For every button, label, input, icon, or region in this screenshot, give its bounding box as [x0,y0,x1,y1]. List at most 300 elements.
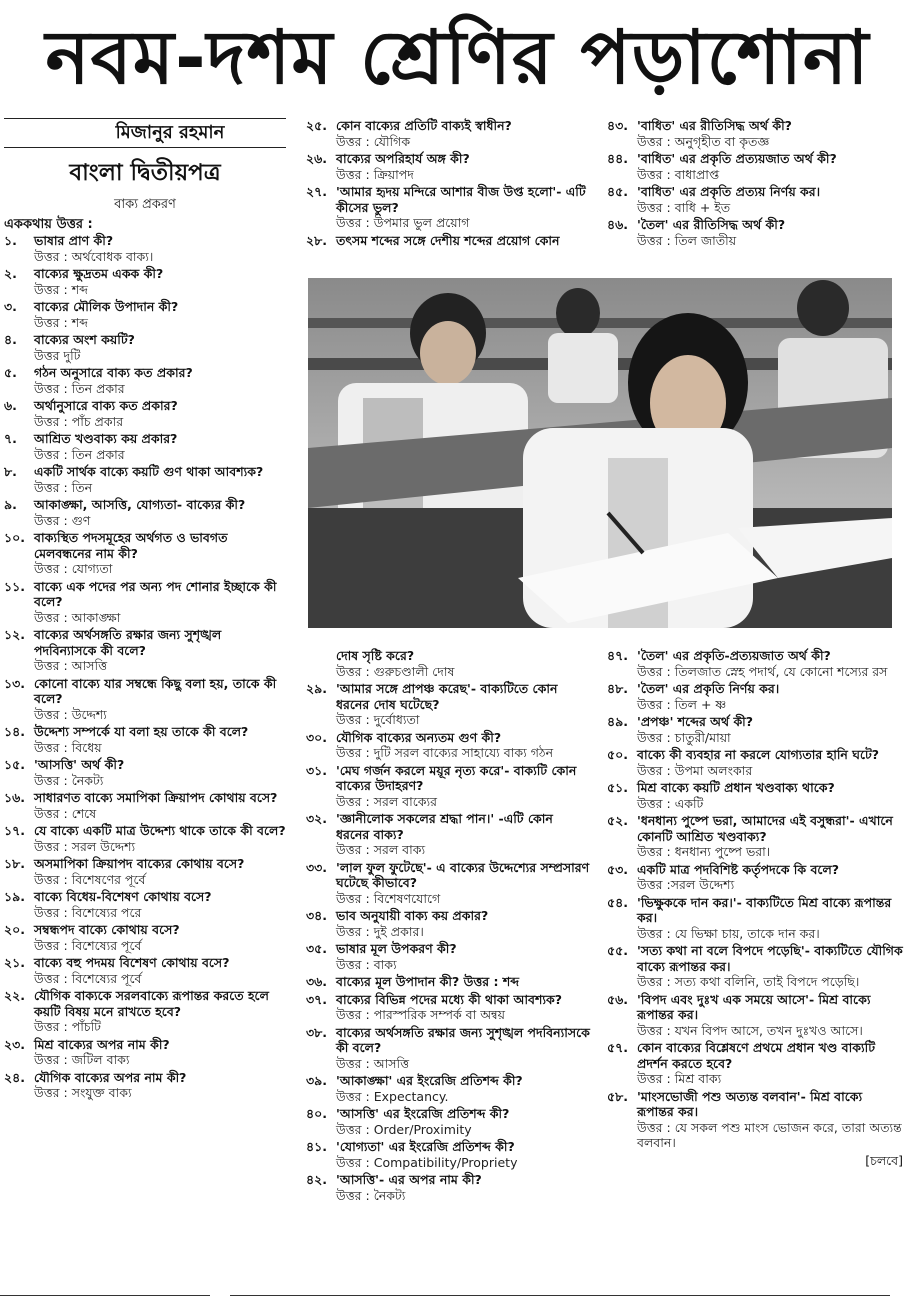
question-text: 'আমার সঙ্গে প্রাপঞ্চ করেছ'- বাক্যটিতে কোন ধরনের দোষ ঘটেছে? [336,681,558,712]
question [607,747,903,763]
question [4,790,286,806]
answer: উত্তর : আসত্তি [34,658,108,673]
answer: উত্তর : যোগ্যতা [34,561,113,576]
question [4,497,286,513]
qa-item [4,266,286,297]
question-text: 'বাধিত' এর প্রকৃতি প্রত্যয় নির্ণয় কর। [637,184,821,199]
answer: উত্তর : জটিল বাক্য [34,1052,130,1067]
question-number: ১৫. [4,757,25,772]
question-number: ১৪. [4,724,25,739]
question [306,1172,590,1188]
question-number: ৪৫. [607,184,628,199]
question-number: ১৬. [4,790,25,805]
divider [4,147,286,148]
question [306,1073,590,1089]
question-number: ১৯. [4,889,25,904]
question [306,118,590,134]
question-text: বাক্যের মূল উপাদান কী? উত্তর : শব্দ [336,974,520,989]
answer: উত্তর : বাধি + ইত [637,199,731,215]
question-number: ৫৪. [607,894,628,910]
answer: উত্তর : তিন প্রকার [34,380,125,396]
question-text: 'ভিক্ষুককে দান কর।'- বাক্যটিতে মিশ্র বাক্যে রূপান্তর কর। [637,894,892,925]
qa-item [607,813,903,860]
qa-item [306,908,590,939]
qa-item [4,497,286,528]
answer: উত্তর : শব্দ [34,314,88,330]
qa-list [306,118,590,248]
answer: উত্তর : সরল বাক্য [336,842,426,857]
qa-item [4,1037,286,1068]
question [607,1040,903,1071]
question-text: বাক্যের অপরিহার্য অঙ্গ কী? [336,151,470,166]
question-number: ২২. [4,988,26,1003]
question-text: 'তৈল' এর প্রকৃতি নির্ণয় কর। [637,681,780,696]
question-text: অসমাপিকা ক্রিয়াপদ বাক্যের কোথায় বসে? [34,856,245,871]
question-number: ৪২. [306,1172,327,1187]
qa-item [4,627,286,674]
question-number: ১০. [4,530,25,545]
question-text: বাক্যের বিভিন্ন পদের মধ্যে কী থাকা আবশ্যক? [336,991,563,1007]
qa-item [306,811,590,858]
qa-item [607,714,903,745]
question [306,151,590,167]
question-number: ৫০. [607,747,628,762]
question [607,217,903,233]
question-text: বাক্যের ক্ষুদ্রতম একক কী? [34,266,164,281]
answer: উত্তর : Order/Proximity [336,1121,472,1137]
question-text: একটি মাত্র পদবিশিষ্ট কর্তৃপদকে কি বলে? [637,861,840,877]
question-text: 'তৈল' এর প্রকৃতি-প্রত্যয়জাত অর্থ কী? [637,648,831,663]
question-number: ২৫. [306,118,327,133]
question-number: ৩৩. [306,859,328,875]
question-text: কোন বাক্যের বিশ্লেষণে প্রথমে প্রধান খণ্ড বাক্যটি প্রদর্শন করতে হবে? [637,1040,876,1071]
question-text: যে বাক্যে একটি মাত্র উদ্দেশ্য থাকে তাকে কী বলে? [34,823,286,838]
question-number: ৫১. [607,780,628,795]
question-text: বাক্যের অংশ কয়টি? [34,332,135,347]
answer: উত্তর : যে ভিক্ষা চায়, তাকে দান কর। [637,925,820,941]
question-text: বাক্যে কী ব্যবহার না করলে যোগ্যতার হানি ঘটে? [637,747,880,762]
question-text: 'বাধিত' এর রীতিসিদ্ধ অর্থ কী? [637,118,792,133]
question [4,398,286,414]
qa-item [4,398,286,429]
continued-note: [চলবে] [865,1152,903,1168]
answer: উত্তর : তিন [34,479,93,495]
question [4,856,286,872]
question-text: ভাষার প্রাণ কী? [34,233,114,248]
question-number: ২৮. [306,232,327,248]
question-number: ৪৯. [607,714,628,729]
question [4,233,286,249]
question-number: ৫৫. [607,943,628,958]
question [306,908,590,924]
question-number: ৪৩. [607,118,628,133]
answer: উত্তর : অনুগৃহীত বা কৃতজ্ঞ [637,133,770,149]
question [4,464,286,480]
question-text: বাক্যের অর্থসঙ্গতি রক্ষার জন্য সুশৃঙ্খল পদবিন্যাসকে কী বলে? [336,1024,590,1055]
question-number: ১৭. [4,823,25,838]
qa-item [306,992,590,1023]
question [4,530,286,561]
question [306,941,590,957]
question-text: 'আসত্তি' এর ইংরেজি প্রতিশব্দ কী? [336,1106,510,1121]
question [607,895,903,926]
question [306,233,590,249]
question-text: 'যোগ্যতা' এর ইংরেজি প্রতিশব্দ কী? [336,1139,515,1154]
question-text: 'মাংসভোজী পশু অত্যন্ত বলবান'- মিশ্র বাক্যে রূপান্তর কর। [637,1088,863,1119]
question-number: ২৭. [306,184,328,199]
qa-item [4,676,286,723]
exam-photo [308,278,892,628]
question [607,992,903,1023]
answer: উত্তর : বিশেষ্যের পরে [34,904,142,920]
question-text: 'বিপদ এবং দুঃখ এক সময়ে আসে'- মিশ্র বাক্যে রূপান্তর কর। [637,991,871,1022]
question-text: তৎসম শব্দের সঙ্গে দেশীয় শব্দের প্রয়োগ কোন [336,232,560,248]
question [4,1070,286,1086]
question [306,1025,590,1056]
question [607,714,903,730]
qa-item [4,856,286,887]
question-number: ৬. [4,398,17,413]
question-number: ৪৪. [607,151,628,166]
answer: উত্তর : তিল জাতীয় [637,232,737,248]
question [607,151,903,167]
question-number: ৩৮. [306,1024,327,1040]
topic-heading: বাক্য প্রকরণ [114,197,176,212]
question [607,118,903,134]
question-text: 'আসত্তি'- এর অপর নাম কী? [336,1172,482,1187]
answer: উত্তর : শব্দ [34,281,88,297]
question-number: ৪৬. [607,217,628,232]
qa-item [607,118,903,149]
answer: উত্তর : বিশেষণের পূর্বে [34,871,146,887]
question-text: বাক্যে বহু পদময় বিশেষণ কোথায় বসে? [34,955,230,970]
question-number: ৪১. [306,1139,327,1154]
qa-item [306,681,590,728]
question-text: একটি সার্থক বাক্যে কয়টি গুণ থাকা আবশ্যক? [34,464,264,479]
answer: উত্তর : বাক্য [336,956,397,972]
question [306,974,590,990]
qa-item [306,1106,590,1137]
answer: উত্তর : তিন প্রকার [34,446,125,462]
answer: উত্তর : তিলজাত স্নেহ পদার্থ, যে কোনো শস্যের রস [637,663,888,679]
qa-item [306,730,590,761]
question-text: কোন বাক্যের প্রতিটি বাক্যই স্বাধীন? [336,118,512,133]
qa-item [4,988,286,1035]
question-number: ২১. [4,955,25,970]
question [4,955,286,971]
question [4,266,286,282]
question-number: ৫৩. [607,861,628,877]
answer: উত্তর : বাধাপ্রাপ্ত [637,166,720,182]
question-number: ১. [4,233,17,248]
question-number: ২. [4,266,17,281]
column-3-top [607,118,903,250]
answer: উত্তর : পাঁচ প্রকার [34,413,124,429]
question-number: ৩৪. [306,908,327,923]
question-number: ৪. [4,332,17,347]
question-number: ১৮. [4,856,25,871]
qa-continuation [306,648,590,679]
question [306,184,590,215]
question-text: 'জ্ঞানীলোক সকলের শ্রদ্ধা পান।' -এটি কোন ধরনের বাক্য? [336,811,553,842]
answer: উত্তর : সরল উদ্দেশ্য [34,838,136,854]
answer: উত্তর : গুণ [34,512,91,528]
answer: উত্তর : বিশেষ্যের পূর্বে [34,970,142,986]
qa-item [306,763,590,810]
question-text: গঠন অনুসারে বাক্য কত প্রকার? [34,365,193,380]
qa-item [607,184,903,215]
question-number: ৩. [4,299,17,314]
answer: উত্তর : যৌগিক [336,133,411,149]
question-text: 'প্রপঞ্চ' শব্দের অর্থ কী? [637,714,754,729]
question-number: ২০. [4,922,26,937]
column-3-bottom [607,648,903,1168]
answer: উত্তর : যখন বিপদ আসে, তখন দুঃখও আসে। [637,1022,863,1038]
answer: উত্তর : বিশেষণযোগে [336,890,441,906]
qa-item [4,530,286,577]
answer: উত্তর : আকাঙ্ক্ষা [34,609,121,625]
qa-item [4,299,286,330]
answer: উত্তর : তিল + ষ্ণ [637,696,727,712]
qa-list [4,233,286,1101]
qa-item [306,151,590,182]
qa-item [607,217,903,248]
question-number: ৪০. [306,1106,327,1121]
question [4,889,286,905]
qa-item [607,992,903,1039]
question-text: বাক্যের অর্থসঙ্গতি রক্ষার জন্য সুশৃঙ্খল পদবিন্যাসকে কী বলে? [34,627,222,658]
question-text: বাক্যের মৌলিক উপাদান কী? [34,299,179,314]
answer: উত্তর : বিশেষ্যের পূর্বে [34,937,142,953]
qa-list [607,648,903,1151]
question [607,943,903,974]
qa-item [4,1070,286,1101]
question [607,681,903,697]
masthead-title: নবম-দশম শ্রেণির পড়াশোনা [45,15,870,101]
question [306,1139,590,1155]
question-number: ২৬. [306,151,328,166]
question-number: ২৪. [4,1069,25,1085]
answer: উত্তর : Compatibility/Propriety [336,1154,518,1170]
question-number: ২৩. [4,1036,26,1052]
question-text: ভাষার মূল উপকরণ কী? [336,941,457,956]
answer: উত্তর : মিশ্র বাক্য [637,1071,722,1086]
question-text: 'ধনধান্য পুষ্পে ভরা, আমাদের এই বসুন্ধরা'- এখানে কোনটি আশ্রিত খণ্ডবাক্য? [637,813,893,844]
answer: উত্তর : যে সকল পশু মাংস ভোজন করে, তারা অত্যন্ত বলবান। [637,1119,902,1150]
qa-item [607,895,903,942]
question [4,627,286,658]
answer: উত্তর : সত্য কথা বলিনি, তাই বিপদে পড়েছি। [637,974,860,989]
question-text: 'মেঘ গর্জন করলে ময়ূর নৃত্য করে'- বাক্যটি কোন বাক্যের উদাহরণ? [336,762,577,793]
question-number: ১১. [4,578,25,594]
answer: উত্তর :সরল উদ্দেশ্য [637,877,735,892]
question [306,763,590,794]
question [306,992,590,1008]
question [306,730,590,746]
question-number: ৫৮. [607,1088,628,1104]
column-2-bottom [306,648,590,1205]
question-number: ৯. [4,497,17,512]
qa-item [607,1040,903,1087]
question-text: ভাব অনুযায়ী বাক্য কয় প্রকার? [336,908,489,923]
column-2-top [306,118,590,250]
question-text: যৌগিক বাক্যের অপর নাম কী? [34,1069,187,1085]
question [607,1089,903,1120]
qa-item [306,233,590,249]
answer: উত্তর : শেষে [34,805,97,821]
question-text: 'লাল ফুল ফুটেছে'- এ বাক্যের উদ্দেশ্যের সম্প্রসারণ ঘটেছে কীভাবে? [336,859,590,890]
question-number: ৮. [4,464,17,479]
answer: উত্তর : ক্রিয়াপদ [336,166,414,182]
question-number: ২৯. [306,681,327,696]
qa-list [607,118,903,248]
question-text: মিশ্র বাক্যে কয়টি প্রধান খণ্ডবাক্য থাকে? [637,780,835,795]
qa-item [306,1139,590,1170]
question [4,579,286,610]
answer: উত্তর : দুর্বোধ্যতা [336,712,420,727]
qa-item [4,724,286,755]
question-text: আকাঙ্ক্ষা, আসত্তি, যোগ্যতা- বাক্যের কী? [34,497,246,512]
qa-item [306,1025,590,1072]
question [4,365,286,381]
question-number: ১২. [4,627,25,642]
question-number: ৩০. [306,729,328,745]
answer: উত্তর : Expectancy. [336,1088,449,1104]
question-number: ৭. [4,431,17,446]
qa-item [4,955,286,986]
question-number: ৩৫. [306,941,327,956]
question [4,823,286,839]
question [607,813,903,844]
question [607,184,903,200]
question-text: মিশ্র বাক্যের অপর নাম কী? [34,1036,170,1052]
question-text: বাক্যে এক পদের পর অন্য পদ শোনার ইচ্ছাকে কী বলে? [34,578,277,609]
subject-title: বাংলা দ্বিতীয়পত্র [69,160,221,186]
answer: উত্তর : পাঁচটি [34,1019,101,1034]
answer: উত্তর : একটি [637,795,704,811]
question-text: কোনো বাক্যে যার সম্বন্ধে কিছু বলা হয়, তাকে কী বলে? [34,675,277,706]
qa-list [306,681,590,1203]
question-text: 'তৈল' এর রীতিসিদ্ধ অর্থ কী? [637,217,786,232]
question-text: 'সত্য কথা না বলে বিপদে পড়েছি'- বাক্যটিতে যৌগিক বাক্যে রূপান্তর কর। [637,943,903,974]
question: দোষ সৃষ্টি করে? [336,648,415,663]
qa-item [607,1089,903,1151]
bottom-divider [0,1295,210,1296]
question-number: ৩১. [306,762,327,778]
question-text: উদ্দেশ্য সম্পর্কে যা বলা হয় তাকে কী বলে? [34,724,249,739]
question [4,332,286,348]
answer: উত্তর : উপমা অলংকার [637,762,753,778]
question [4,299,286,315]
question [306,1106,590,1122]
question-text: 'আসত্তি' অর্থ কী? [34,757,125,772]
answer: উত্তর : গুরুচণ্ডালী দোষ [336,663,455,679]
question-text: যৌগিক বাক্যের অন্যতম গুণ কী? [336,729,502,745]
question [306,860,590,891]
qa-item [607,943,903,990]
question-text: অর্থানুসারে বাক্য কত প্রকার? [34,398,178,413]
answer: উত্তর : দুই প্রকার। [336,923,424,939]
qa-item [607,151,903,182]
qa-item [306,118,590,149]
question-text: 'আকাঙ্ক্ষা' এর ইংরেজি প্রতিশব্দ কী? [336,1073,523,1088]
answer: উত্তর : আসত্তি [336,1055,410,1071]
qa-item [4,332,286,363]
question-number: ৩৯. [306,1073,327,1088]
qa-item [4,431,286,462]
qa-item [607,681,903,712]
column-1 [4,118,286,1103]
qa-item [4,889,286,920]
bottom-divider [230,1295,890,1296]
answer: উত্তর : পারস্পরিক সম্পর্ক বা অন্বয় [336,1007,506,1022]
qa-item [607,780,903,811]
qa-item [4,464,286,495]
answer: উত্তর : অর্থবোধক বাক্য। [34,248,154,264]
question-text: সম্বন্ধপদ বাক্যে কোথায় বসে? [34,922,180,937]
question-number: ৫৭. [607,1040,628,1055]
question [306,811,590,842]
section-heading: এককথায় উত্তর : [4,217,93,232]
answer: উত্তর দুটি [34,347,81,363]
qa-item [607,648,903,679]
question [4,676,286,707]
qa-item [4,823,286,854]
qa-item [306,1073,590,1104]
question-text: বাক্যস্থিত পদসমূহের অর্থগত ও ভাবগত মেলবন্ধনের নাম কী? [34,530,228,561]
question [4,1037,286,1053]
question [306,681,590,712]
answer: উত্তর : দুটি সরল বাক্যের সাহায্যে বাক্য গঠন [336,745,554,760]
question [4,922,286,938]
author-name: মিজানুর রহমান [115,122,225,143]
question-text: বাক্যে বিধেয়-বিশেষণ কোথায় বসে? [34,889,212,904]
qa-item [4,579,286,626]
qa-item [607,747,903,778]
question-number: ৫. [4,365,17,380]
question [4,988,286,1019]
answer: উত্তর : ধনধান্য পুষ্পে ভরা। [637,844,771,859]
question-number: ৩৭. [306,991,328,1007]
qa-item [4,365,286,396]
qa-item [4,790,286,821]
question [4,431,286,447]
answer: উত্তর : নৈকট্য [34,772,104,788]
question-number: ১৩. [4,675,25,691]
qa-item [4,757,286,788]
question [607,648,903,664]
answer: উত্তর : বিধেয় [34,739,102,755]
question-number: ৩২. [306,811,328,826]
answer: উত্তর : চাতুরী/মায়া [637,729,731,745]
question-number: ৫২. [607,813,628,828]
question [607,780,903,796]
answer: উত্তর : উপমার ভুল প্রয়োগ [336,215,470,230]
qa-item [607,862,903,893]
qa-item [306,941,590,972]
question-number: ৩৬. [306,974,328,989]
qa-item [306,860,590,907]
answer: উত্তর : নৈকট্য [336,1187,406,1203]
question-text: সাধারণত বাক্যে সমাপিকা ক্রিয়াপদ কোথায় বসে? [34,790,278,805]
qa-item [306,1172,590,1203]
qa-item [4,233,286,264]
answer: উত্তর : সরল বাক্যের [336,793,437,809]
question-text: যৌগিক বাক্যকে সরলবাক্যে রূপান্তর করতে হলে কয়টি বিষয় মনে রাখতে হবে? [34,988,269,1019]
question-text: 'আমার হৃদয় মন্দিরে আশার বীজ উপ্ত হলো'- এটি কীসের ভুল? [336,184,586,215]
answer: উত্তর : সংযুক্ত বাক্য [34,1085,132,1100]
qa-item [4,922,286,953]
